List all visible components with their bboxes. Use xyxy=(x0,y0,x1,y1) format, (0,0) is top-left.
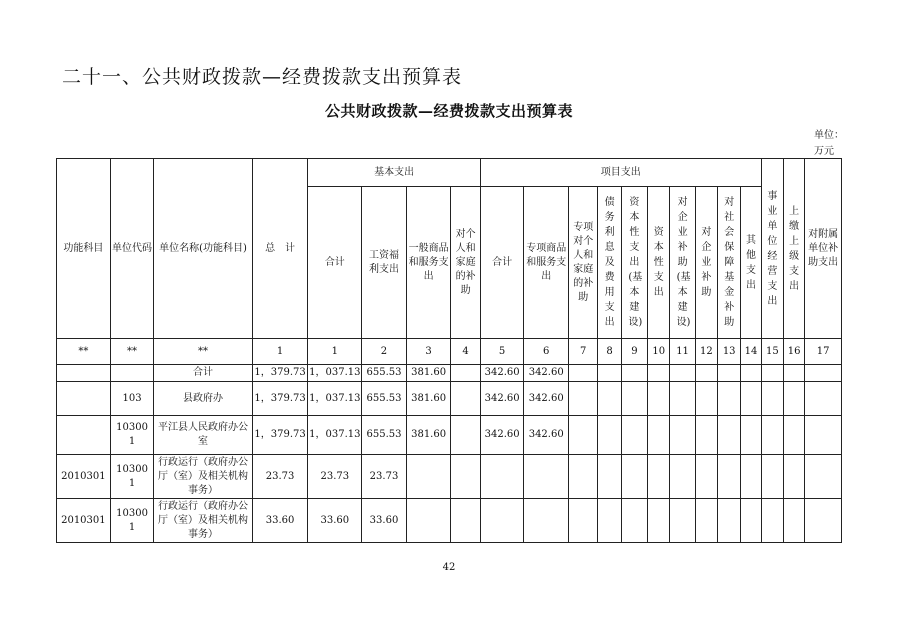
header-general-goods-text: 一般商品和服务支出 xyxy=(408,242,449,282)
cell-individual xyxy=(451,499,480,543)
header-row-1 xyxy=(57,159,842,187)
cell-salary: 33.60 xyxy=(362,499,407,543)
cell-goods xyxy=(406,455,451,499)
header-enterprise-construction xyxy=(670,187,695,339)
cell-func xyxy=(57,382,111,416)
cell-name: 平江县人民政府办公室 xyxy=(154,416,252,455)
index-cell: 15 xyxy=(761,339,783,365)
header-business-unit xyxy=(761,159,783,339)
index-cell: 11 xyxy=(670,339,695,365)
cell-code xyxy=(110,365,154,382)
header-special-individual-text: 专项对个人和家庭的补助 xyxy=(573,221,594,303)
index-cell: 7 xyxy=(569,339,598,365)
index-cell: 1 xyxy=(252,339,308,365)
header-social-security-text: 对社会保障基金补助 xyxy=(724,197,735,328)
index-cell: ** xyxy=(57,339,111,365)
cell-special-goods: 342.60 xyxy=(524,365,569,382)
header-social-security xyxy=(718,187,741,339)
cell-salary: 23.73 xyxy=(362,455,407,499)
unit-label xyxy=(814,128,844,160)
cell-code-text: 103001 xyxy=(116,422,148,447)
unit-label-text: 单位： xyxy=(814,130,844,141)
header-enterprise xyxy=(695,187,717,339)
cell-project-total xyxy=(480,499,524,543)
index-cell: 2 xyxy=(362,339,407,365)
index-cell: 12 xyxy=(695,339,717,365)
cell-basic-total: 1，037.13 xyxy=(308,365,362,382)
index-cell: ** xyxy=(110,339,154,365)
cell-func: 2010301 xyxy=(57,499,111,543)
index-cell: 9 xyxy=(621,339,647,365)
cell-project-total xyxy=(480,455,524,499)
index-cell: 3 xyxy=(406,339,451,365)
table-row xyxy=(57,499,842,543)
index-cell: 6 xyxy=(524,339,569,365)
cell-salary: 655.53 xyxy=(362,382,407,416)
cell-code: 103 xyxy=(110,382,154,416)
cell-individual xyxy=(451,455,480,499)
cell-project-total: 342.60 xyxy=(480,382,524,416)
index-cell: 13 xyxy=(718,339,741,365)
index-cell: 8 xyxy=(598,339,621,365)
index-cell: 5 xyxy=(480,339,524,365)
index-cell: 17 xyxy=(805,339,842,365)
cell-name: 合计 xyxy=(154,365,252,382)
cell-goods: 381.60 xyxy=(406,365,451,382)
cell-code xyxy=(110,455,154,499)
header-func-subject: 功能科目 xyxy=(57,159,111,339)
cell-basic-total: 1，037.13 xyxy=(308,382,362,416)
index-cell: 1 xyxy=(308,339,362,365)
page-number: 42 xyxy=(442,562,456,573)
header-general-goods xyxy=(406,187,451,339)
header-capital xyxy=(648,187,670,339)
header-upper-level xyxy=(783,159,804,339)
cell-code-text: 103001 xyxy=(116,507,148,533)
cell-total: 1，379.73 xyxy=(252,382,308,416)
table-row xyxy=(57,382,842,416)
header-enterprise-construction-text: 对企业补助(基本建设) xyxy=(676,197,691,328)
header-special-goods xyxy=(524,187,569,339)
index-row xyxy=(57,339,842,365)
header-capital-construction xyxy=(621,187,647,339)
cell-total: 23.73 xyxy=(252,455,308,499)
header-basic-total: 合计 xyxy=(308,187,362,339)
index-cell: 10 xyxy=(648,339,670,365)
cell-func: 2010301 xyxy=(57,455,111,499)
header-capital-text: 资本性支出 xyxy=(653,227,664,298)
cell-salary: 655.53 xyxy=(362,365,407,382)
header-project: 项目支出 xyxy=(480,159,761,187)
table-row xyxy=(57,416,842,455)
header-other-text: 其他支出 xyxy=(746,234,757,291)
cell-special-goods xyxy=(524,499,569,543)
header-individual-subsidy-text: 对个人和家庭的补助 xyxy=(455,228,476,296)
header-unit-code: 单位代码 xyxy=(110,159,154,339)
header-upper-level-text: 上缴上级支出 xyxy=(789,205,800,292)
budget-table xyxy=(56,158,842,543)
index-cell: ** xyxy=(154,339,252,365)
cell-goods xyxy=(406,499,451,543)
cell-special-goods: 342.60 xyxy=(524,416,569,455)
header-unit-name: 单位名称(功能科目) xyxy=(154,159,252,339)
header-basic: 基本支出 xyxy=(308,159,480,187)
cell-project-total: 342.60 xyxy=(480,365,524,382)
header-enterprise-text: 对企业补助 xyxy=(701,227,712,298)
table-row xyxy=(57,365,842,382)
cell-total: 1，379.73 xyxy=(252,416,308,455)
cell-total: 33.60 xyxy=(252,499,308,543)
header-capital-construction-text: 资本性支出(基本建设) xyxy=(628,197,643,328)
cell-goods: 381.60 xyxy=(406,382,451,416)
cell-name: 县政府办 xyxy=(154,382,252,416)
header-total: 总 计 xyxy=(252,159,308,339)
table-row xyxy=(57,455,842,499)
header-special-individual xyxy=(569,187,598,339)
header-other xyxy=(741,187,761,339)
cell-individual xyxy=(451,416,480,455)
cell-salary: 655.53 xyxy=(362,416,407,455)
cell-project-total: 342.60 xyxy=(480,416,524,455)
cell-func xyxy=(57,365,111,382)
cell-individual xyxy=(451,365,480,382)
index-cell: 16 xyxy=(783,339,804,365)
cell-code xyxy=(110,416,154,455)
cell-basic-total: 1，037.13 xyxy=(308,416,362,455)
cell-total: 1，379.73 xyxy=(252,365,308,382)
cell-basic-total: 33.60 xyxy=(308,499,362,543)
cell-special-goods xyxy=(524,455,569,499)
header-affiliated xyxy=(805,159,842,339)
header-business-unit-text: 事业单位经营支出 xyxy=(767,190,778,307)
header-salary xyxy=(362,187,407,339)
cell-basic-total: 23.73 xyxy=(308,455,362,499)
cell-goods: 381.60 xyxy=(406,416,451,455)
index-cell: 14 xyxy=(741,339,761,365)
header-affiliated-text: 对附属单位补助支出 xyxy=(808,228,839,268)
header-individual-subsidy xyxy=(451,187,480,339)
cell-code xyxy=(110,499,154,543)
header-salary-text: 工资福利支出 xyxy=(368,249,399,275)
header-debt-interest xyxy=(598,187,621,339)
header-debt-interest-text: 债务利息及费用支出 xyxy=(604,197,615,328)
header-special-goods-text: 专项商品和服务支出 xyxy=(526,242,567,282)
header-project-total: 合计 xyxy=(480,187,524,339)
cell-name: 行政运行（政府办公厅（室）及相关机构事务） xyxy=(154,499,252,543)
section-title: 二十一、公共财政拨款—经费拨款支出预算表 xyxy=(62,66,463,88)
cell-special-goods: 342.60 xyxy=(524,382,569,416)
cell-func xyxy=(57,416,111,455)
unit-value-text: 万元 xyxy=(814,146,834,157)
table-title: 公共财政拨款—经费拨款支出预算表 xyxy=(324,102,573,120)
cell-name: 行政运行（政府办公厅（室）及相关机构事务） xyxy=(154,455,252,499)
cell-code-text: 103001 xyxy=(116,463,148,489)
cell-individual xyxy=(451,382,480,416)
index-cell: 4 xyxy=(451,339,480,365)
